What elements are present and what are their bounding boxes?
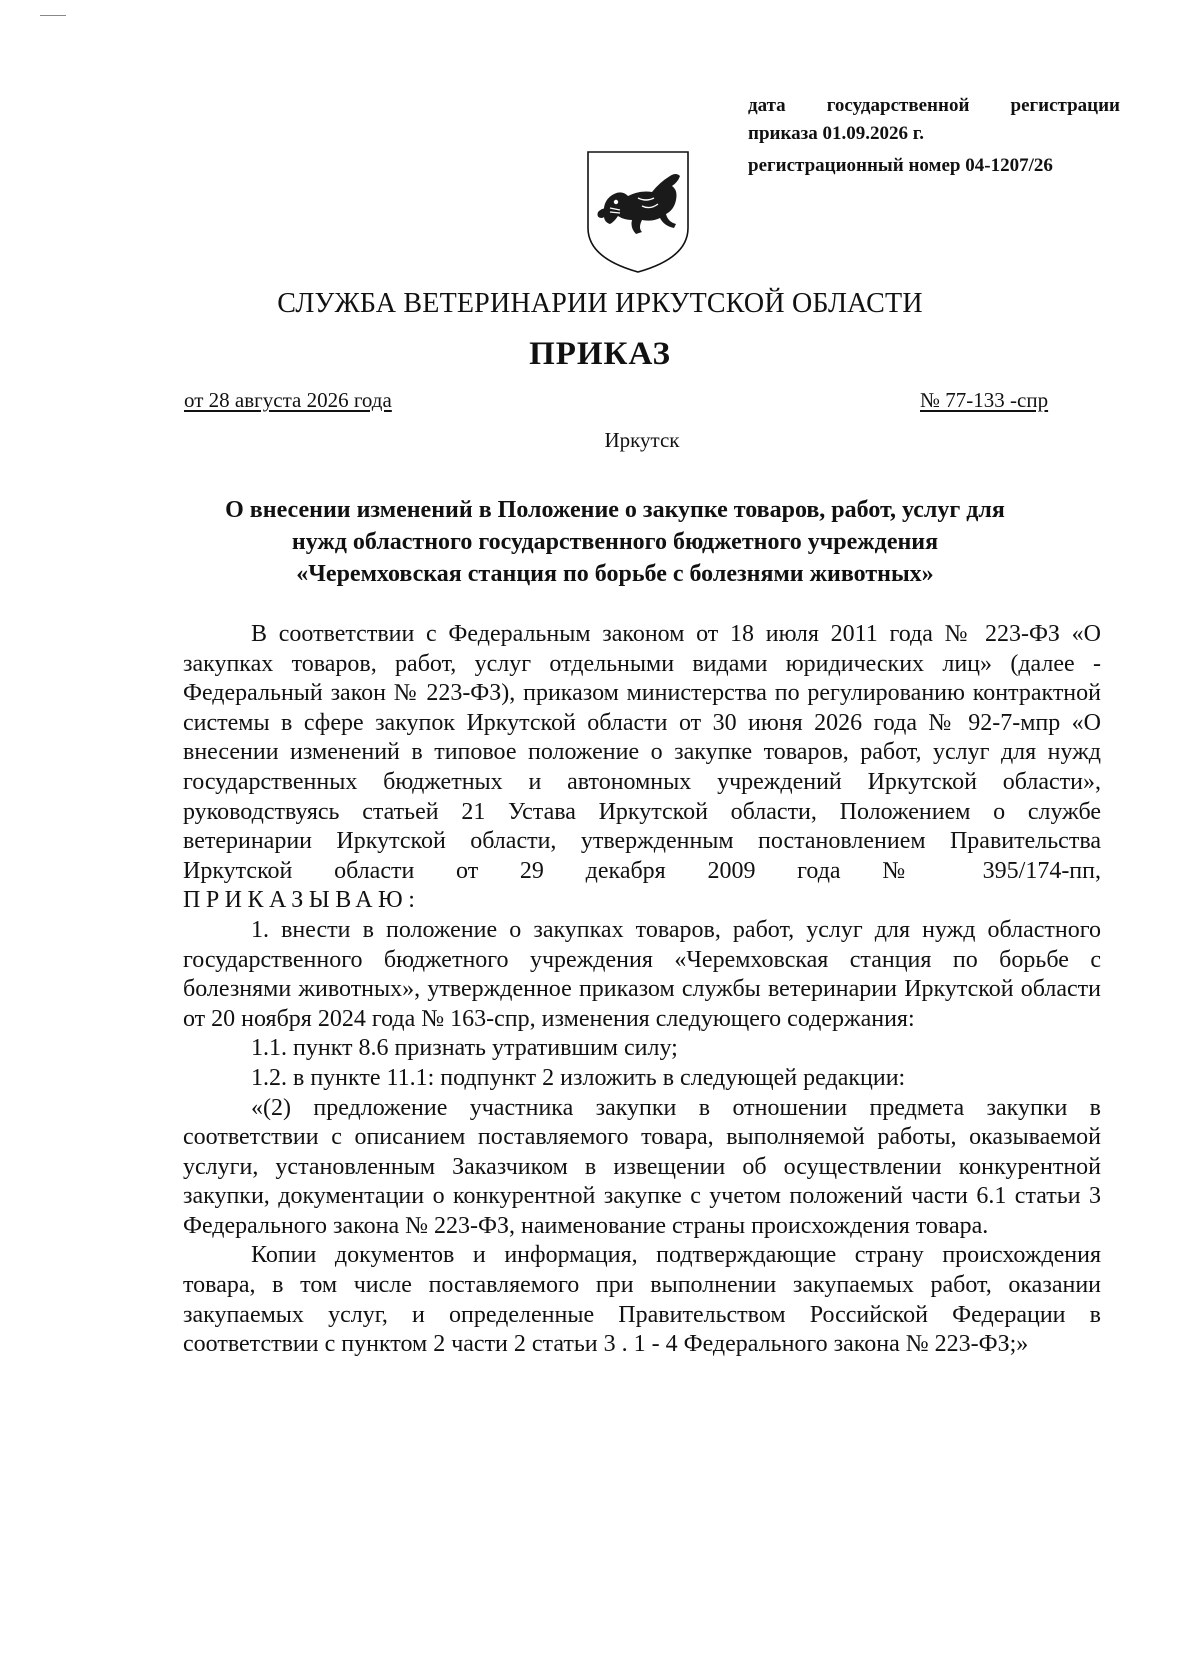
registration-date: приказа 01.09.2026 г. <box>748 123 924 144</box>
order-item-1-1: 1.1. пункт 8.6 признать утратившим силу; <box>251 1035 678 1062</box>
document-type: ПРИКАЗ <box>529 336 671 372</box>
registration-number: регистрационный номер 04-1207/26 <box>748 155 1053 176</box>
registration-stamp <box>748 92 1120 180</box>
document-body <box>183 620 1101 1360</box>
title-line: нужд областного государственного бюджетного учреждения <box>291 529 939 555</box>
order-number: № 77-133 -спр <box>920 388 1049 412</box>
order-word: ПРИКАЗЫВАЮ: <box>183 887 421 914</box>
registration-word-3: регистрации <box>1010 95 1120 116</box>
registration-word-1: дата <box>748 95 786 116</box>
quoted-amendment-paragraph-2: Копии документов и информация, подтверждающие страну происхождения товара, в том числе поставляемого при выполнении закупаемых работ, оказании закупаемых услуг, и определенные Правительством Российской Федерации в соответствии с пунктом 2 части 2 статьи 3 . 1 - 4 Федерального закона № 223-ФЗ;» <box>183 1242 1101 1358</box>
title-line: «Черемховская станция по борьбе с болезнями животных» <box>296 561 934 587</box>
quoted-amendment-paragraph-1: «(2) предложение участника закупки в отношении предмета закупки в соответствии с описанием поставляемого товара, выполняемой работы, оказываемой услуги, установленным Заказчиком в извещении об осуществлении конкурентной закупки, документации о конкурентной закупке с учетом положений части 6.1 статьи 3 Федерального закона № 223-ФЗ, наименование страны происхождения товара. <box>183 1094 1101 1239</box>
registration-date-label-line <box>748 92 1120 120</box>
order-date: от 28 августа 2026 года <box>184 388 392 412</box>
registration-word-2: государственной <box>826 95 970 116</box>
order-item-1: 1. внести в положение о закупках товаров, работ, услуг для нужд областного государственного бюджетного учреждения «Черемховская станция по борьбе с болезнями животных», утвержденное приказом службы ветеринарии Иркутской области от 20 ноября 2024 года № 163-спр, изменения следующего содержания: <box>183 916 1101 1032</box>
preamble-paragraph: В соответствии с Федеральным законом от 18 июля 2011 года № 223-ФЗ «О закупках товаров, работ, услуг отдельными видами юридических лиц» (далее - Федеральный закон № 223-ФЗ), приказом министерства по регулированию контрактной системы в сфере закупок Иркутской области от 30 июня 2026 года № 92-7-мпр «О внесении изменений в типовое положение о закупке товаров, работ, услуг для нужд государственных бюджетных и автономных учреждений Иркутской области», руководствуясь статьей 21 Устава Иркутской области, Положением о службе ветеринарии Иркутской области, утвержденным постановлением Правительства Иркутской области от 29 декабря 2009 года № 395/174-пп, <box>183 621 1101 884</box>
scan-artifact-mark <box>40 15 66 16</box>
issue-city: Иркутск <box>604 428 680 452</box>
coat-of-arms-icon <box>580 146 696 276</box>
document-title <box>150 494 1080 590</box>
order-item-1-2: 1.2. в пункте 11.1: подпункт 2 изложить в следующей редакции: <box>251 1064 906 1091</box>
title-line: О внесении изменений в Положение о закупке товаров, работ, услуг для <box>225 497 1005 523</box>
agency-name: СЛУЖБА ВЕТЕРИНАРИИ ИРКУТСКОЙ ОБЛАСТИ <box>277 288 923 319</box>
